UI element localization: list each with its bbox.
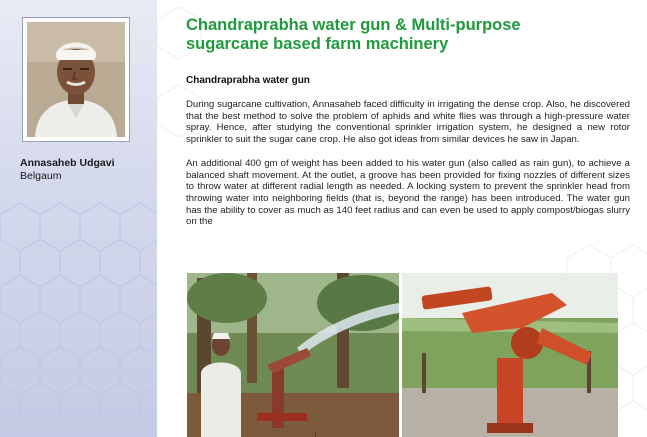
- person-name: Annasaheb Udgavi: [20, 157, 115, 169]
- photo-water-gun-closeup: [402, 273, 618, 437]
- article: [186, 16, 630, 228]
- portrait-image: [27, 22, 125, 137]
- section-heading: Chandraprabha water gun: [186, 75, 310, 86]
- photo-farmer-with-water-gun: [187, 273, 399, 437]
- paragraph-1: During sugarcane cultivation, Annasaheb faced difficulty in irrigating the dense crop. Also, he discovered that the best method to solve the problem of aphids and white flies was through a high-pressure water spray. Hence, after studying the conventional sprinkler irrigation system, he designed a new rotor sprinkler to suit the sugar cane crop. He also got ideas from similar devices he saw in Japan.: [186, 99, 630, 146]
- sidebar-panel: [0, 0, 157, 437]
- page-mark: [315, 431, 316, 437]
- paragraph-2: An additional 400 gm of weight has been added to his water gun (also called as rain gun), to achieve a balanced shaft movement. At the outlet, a groove has been provided for fixing nozzles of different sizes to throw water at different radial length as needed. A locking system to prevent the sprinkler head from throwing water into neighboring fields (that is, beyond the range) has been introduced. The water gun has the ability to cover as much as 140 feet radius and can even be used to apply compost/biogas slurry on the: [186, 157, 630, 228]
- portrait-photo: [22, 17, 130, 142]
- person-location: Belgaum: [20, 170, 62, 182]
- article-title: Chandraprabha water gun & Multi-purpose sugarcane based farm machinery: [186, 16, 521, 53]
